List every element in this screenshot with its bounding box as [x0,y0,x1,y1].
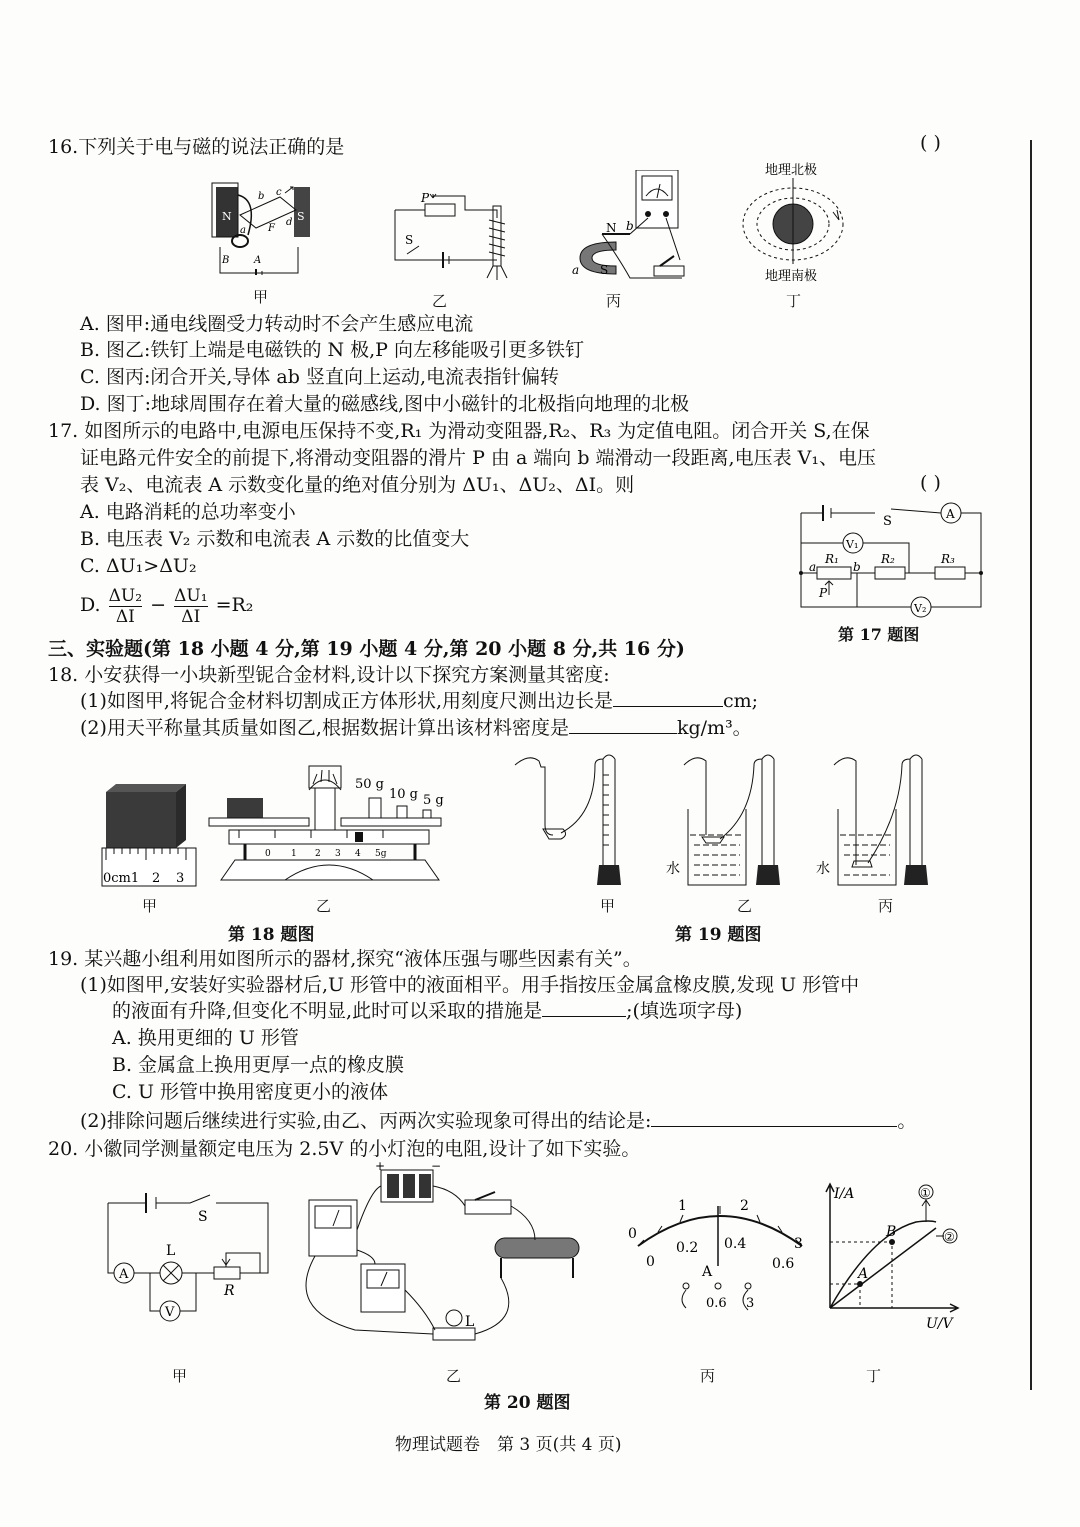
q20-graph-point-A: A [858,1266,869,1282]
q17-fig-caption: 第 17 题图 [838,625,920,644]
q19-measure-blank[interactable] [542,998,626,1017]
q19-fig-jia-caption: 甲 [600,897,616,915]
q19-bing-water: 水 [816,861,830,877]
q18-part2-text: (2)用天平称量其质量如图乙,根据数据计算出该材料密度是 [80,717,569,739]
q16-fig-bing [570,170,700,285]
q20-yi-minus: − [431,1160,442,1173]
q16-bing-b: b [626,219,634,233]
q16-option-c: C. 图丙:闭合开关,导体 ab 竖直向上运动,电流表指针偏转 [80,366,559,388]
q17-fig-A: A [946,507,955,521]
q17-line1: 17. 如图所示的电路中,电源电压保持不变,R₁ 为滑动变阻器,R₂、R₃ 为定值电阻。闭合开关 S,在保 [48,420,870,442]
q18-part2-unit: kg/m³。 [676,717,752,739]
q18-ruler-2: 2 [152,871,161,886]
q16-ding-north: 地理北极 [765,163,818,178]
q20-meter-bottom-2: 0.4 [724,1236,747,1252]
q16-jia-S: S [297,210,305,223]
q18-scale-0: 0 [265,849,271,859]
q17-option-b: B. 电压表 V₂ 示数和电流表 A 示数的比值变大 [80,528,470,550]
q17-answer-paren[interactable]: ( ) [920,472,941,494]
q17-d-minus: − [150,594,167,616]
q16-option-a: A. 图甲:通电线圈受力转动时不会产生感应电流 [80,313,474,335]
q19-fig-caption: 第 19 题图 [675,925,762,945]
q20-meter-top-2: 2 [740,1198,749,1214]
q20-meter-top-1: 1 [678,1198,687,1214]
q17-line3: 表 V₂、电流表 A 示数变化量的绝对值分别为 ΔU₁、ΔU₂、ΔI。则 [80,474,635,496]
q20-graph-curve-1: ① [920,1186,931,1200]
q17-d-den2: ΔI [181,606,201,627]
q17-fig-P: P [819,586,828,600]
q20-fig-bing-caption: 丙 [700,1367,716,1385]
q20-meter-bottom-0: 0 [646,1254,655,1270]
q18-weight-50g: 50 g [355,777,384,792]
q20-fig-caption: 第 20 题图 [484,1393,571,1413]
q19-part2-text: (2)排除问题后继续进行实验,由乙、丙两次实验现象可得出的结论是: [80,1110,652,1132]
q17-fig-R2: R₂ [881,552,895,566]
q20-jia-S: S [198,1209,208,1225]
q19-part1-text: 的液面有升降,但变化不明显,此时可以采取的措施是 [112,1000,543,1022]
page-footer: 物理试题卷 第 3 页(共 4 页) [395,1435,622,1455]
q18-ruler-0: 0cm1 [103,871,140,886]
q17-d-num1: ΔU₂ [108,585,143,606]
q17-fig-a: a [809,560,817,574]
q20-meter-terminal-3: 3 [746,1296,755,1311]
q17-d-num2: ΔU₁ [174,585,208,606]
q19-conclusion-blank[interactable] [651,1108,897,1127]
q18-scale-1: 1 [291,849,297,859]
q19-part1-line1: (1)如图甲,安装好实验器材后,U 形管中的液面相平。用手指按压金属盒橡皮膜,发现 U 形管中 [80,974,860,996]
q18-fig-jia-caption: 甲 [142,897,158,915]
q16-option-b: B. 图乙:铁钉上端是电磁铁的 N 极,P 向左移能吸引更多铁钉 [80,339,585,361]
q19-fig-jia [505,745,635,890]
q18-stem: 18. 小安获得一小块新型铌合金材料,设计以下探究方案测量其密度: [48,664,610,686]
q19-fig-bing-caption: 丙 [878,897,894,915]
q20-fig-ding-caption: 丁 [866,1367,882,1385]
q16-option-d: D. 图丁:地球周围存在着大量的磁感线,图中小磁针的北极指向地理的北极 [80,393,690,415]
q16-fig-jia-caption: 甲 [253,288,269,306]
q19-part1-tail: ;(填选项字母) [626,1000,743,1022]
q20-stem: 20. 小徽同学测量额定电压为 2.5V 的小灯泡的电阻,设计了如下实验。 [48,1138,641,1160]
q20-meter-top-0: 0 [628,1226,637,1242]
q16-ding-south: 地理南极 [765,269,818,284]
q20-meter-top-3: 3 [794,1236,803,1252]
right-margin-line [1030,140,1032,1390]
q17-option-d-prefix: D. [80,594,101,616]
q16-bing-S: S [600,263,609,277]
q18-density-blank[interactable] [569,715,677,734]
q19-stem: 19. 某兴趣小组利用如图所示的器材,探究“液体压强与哪些因素有关”。 [48,948,642,970]
q20-graph-ylabel: I/A [834,1186,855,1202]
q16-fig-yi [385,190,525,285]
q17-fig-S: S [883,514,892,529]
q20-yi-L: L [465,1314,475,1330]
q17-d-den1: ΔI [115,606,135,627]
q19-part2-tail: 。 [897,1110,917,1132]
q19-option-b: B. 金属盒上换用更厚一点的橡皮膜 [112,1054,405,1076]
q20-jia-R: R [224,1283,235,1299]
q16-jia-N: N [222,210,232,223]
q18-scale-2: 2 [315,849,321,859]
q20-meter-terminal-06: 0.6 [706,1296,727,1311]
q18-part1 [80,688,758,714]
q16-jia-A: A [254,255,262,266]
q16-jia-d: d [286,217,293,228]
q16-answer-paren[interactable]: ( ) [920,132,941,154]
q17-fig-V2: V₂ [914,602,927,615]
q19-fig-bing [810,745,950,890]
q20-fig-yi [295,1160,595,1355]
q18-scale-4: 4 [355,849,361,859]
q17-fig-b: b [853,560,861,574]
q18-fig-caption: 第 18 题图 [228,925,315,945]
q18-fig-yi-caption: 乙 [316,897,332,915]
q17-option-d [80,584,253,627]
q19-yi-water: 水 [666,861,680,877]
q16-fig-jia [210,175,310,275]
q20-yi-plus: + [375,1160,386,1173]
q17-fig-R3: R₃ [941,552,955,566]
q20-fig-yi-caption: 乙 [446,1367,462,1385]
q16-jia-B: B [222,255,230,266]
q16-jia-a: a [240,225,246,236]
q16-yi-S: S [405,233,414,247]
q16-jia-b: b [258,191,265,202]
q18-scale-3: 3 [335,849,341,859]
q19-fig-yi [660,745,800,890]
q16-fig-bing-caption: 丙 [606,292,622,310]
q20-graph-point-B: B [886,1224,897,1240]
q18-weight-5g: 5 g [423,793,444,808]
q20-fig-jia-caption: 甲 [172,1367,188,1385]
q18-weight-10g: 10 g [389,787,418,802]
q18-part1-unit: cm; [723,690,759,712]
q19-part2 [80,1108,916,1134]
q16-fig-ding [735,160,855,290]
q17-d-suffix: =R₂ [215,594,254,616]
q20-fig-bing [620,1190,820,1315]
q18-part2 [80,715,752,741]
q18-scale-5g: 5g [375,849,387,859]
q20-meter-unit: A [702,1264,713,1280]
q18-fig-yi [205,760,455,895]
q20-jia-A: A [119,1267,129,1282]
q20-graph-xlabel: U/V [926,1316,953,1330]
q18-ruler-3: 3 [176,871,185,886]
q20-fig-jia [100,1185,280,1330]
q17-fig-R1: R₁ [825,552,839,566]
q19-part1-line2 [112,998,742,1024]
q16-bing-N: N [606,221,617,235]
q20-meter-bottom-3: 0.6 [772,1256,795,1272]
q17-option-c: C. ΔU₁>ΔU₂ [80,555,197,577]
q18-edge-blank[interactable] [613,688,723,707]
section-3-heading: 三、实验题(第 18 小题 4 分,第 19 小题 4 分,第 20 小题 8 分,共 16 分) [48,638,685,660]
q19-option-a: A. 换用更细的 U 形管 [112,1027,299,1049]
q17-line2: 证电路元件安全的前提下,将滑动变阻器的滑片 P 由 a 端向 b 端滑动一段距离,电压表 V₁、电压 [80,447,876,469]
q19-fig-yi-caption: 乙 [737,897,753,915]
q16-stem: 16.下列关于电与磁的说法正确的是 [48,136,345,158]
q17-option-a: A. 电路消耗的总功率变小 [80,501,296,523]
q20-graph-curve-2: ② [944,1230,955,1244]
q20-jia-V: V [165,1305,175,1320]
q16-bing-a: a [572,263,580,277]
q16-fig-yi-caption: 乙 [432,292,448,310]
q18-fig-jia [100,780,200,890]
q20-fig-ding [820,1180,970,1330]
q17-fig-V1: V₁ [846,538,859,551]
q17-circuit-figure [795,495,995,620]
q16-jia-c: c [276,187,282,198]
q19-option-c: C. U 形管中换用密度更小的液体 [112,1081,388,1103]
q16-jia-F: F [268,223,275,234]
q16-yi-P: P [421,191,430,205]
q16-fig-ding-caption: 丁 [786,292,802,310]
q20-jia-L: L [166,1243,176,1259]
q20-meter-bottom-1: 0.2 [676,1240,699,1256]
q18-part1-text: (1)如图甲,将铌合金材料切割成正方体形状,用刻度尺测出边长是 [80,690,613,712]
